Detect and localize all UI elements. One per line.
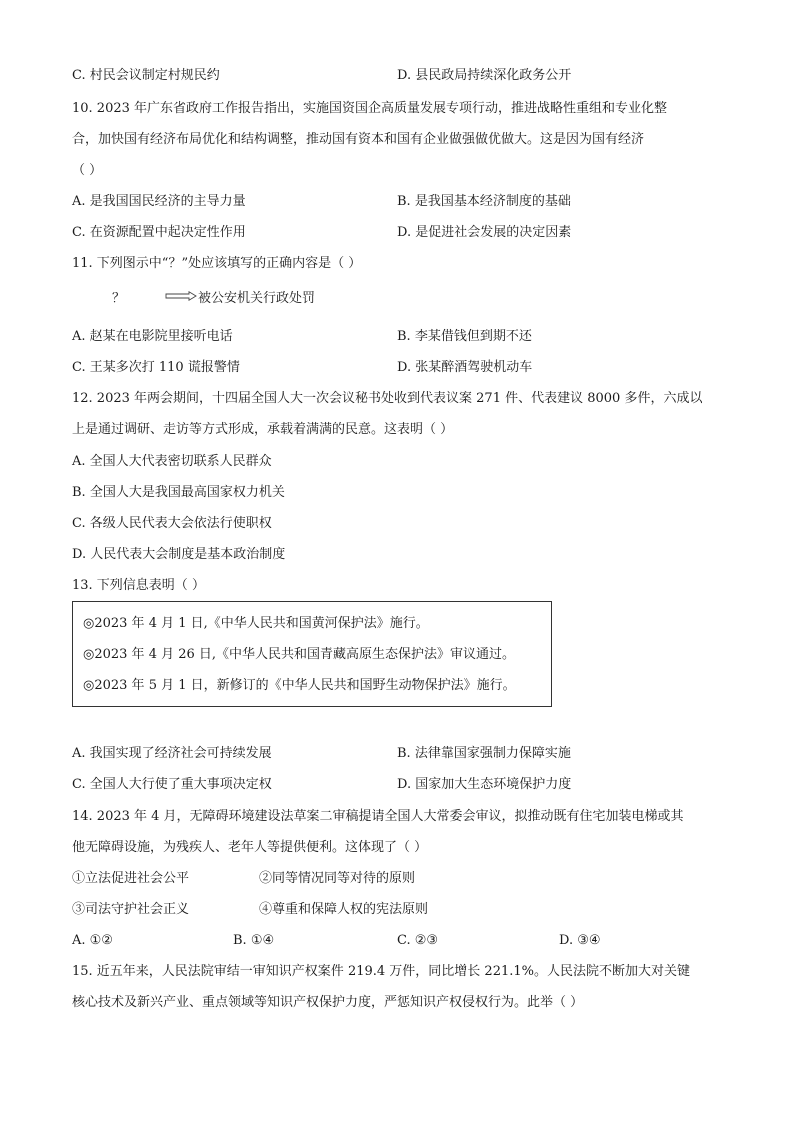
q10-option-c: C. 在资源配置中起决定性作用 [72,225,246,240]
q10-option-d: D. 是促进社会发展的决定因素 [397,225,572,240]
q13-option-a: A. 我国实现了经济社会可持续发展 [72,746,272,761]
q13-stem: 13. 下列信息表明（ ） [72,578,205,593]
q9-option-c: C. 村民会议制定村规民约 [72,68,220,83]
q14-option-a: A. ①② [72,933,113,948]
q14-statement-3: ③司法守护社会正义 [72,902,190,917]
q14-statement-1: ①立法促进社会公平 [72,871,190,886]
q10-stem-line1: 10. 2023 年广东省政府工作报告指出，实施国资国企高质量发展专项行动，推进战略性重组和专业化整 [72,101,668,116]
q13-info-item-1: ◎2023 年 4 月 1 日,《中华人民共和国黄河保护法》施行。 [83,616,429,631]
q11-diagram-text: 被公安机关行政处罚 [198,291,316,306]
q12-stem-line1: 12. 2023 年两会期间，十四届全国人大一次会议秘书处收到代表议案 271 件、代表建议 8000 多件，六成以 [72,391,703,406]
q14-stem-line2: 他无障碍设施，为残疾人、老年人等提供便利。这体现了（ ） [72,840,428,855]
q13-option-b: B. 法律靠国家强制力保障实施 [397,746,571,761]
q12-stem-line2: 上是通过调研、走访等方式形成，承载着满满的民意。这表明（ ） [72,422,454,437]
q10-option-b: B. 是我国基本经济制度的基础 [397,194,571,209]
q13-info-item-2: ◎2023 年 4 月 26 日,《中华人民共和国青藏高原生态保护法》审议通过。 [83,647,516,662]
q11-option-c: C. 王某多次打 110 谎报警情 [72,360,240,375]
q14-option-c: C. ②③ [397,933,439,948]
arrow-right-icon [165,291,197,301]
q14-stem-line1: 14. 2023 年 4 月，无障碍环境建设法草案二审稿提请全国人大常委会审议，拟推动既有住宅加装电梯或其 [72,809,684,824]
q11-diagram-question-mark: ？ [112,291,126,306]
q11-option-d: D. 张某醉酒驾驶机动车 [397,360,533,375]
q14-option-b: B. ①④ [233,933,275,948]
q9-option-d: D. 县民政局持续深化政务公开 [397,68,572,83]
q13-option-d: D. 国家加大生态环境保护力度 [397,777,572,792]
q12-option-d: D. 人民代表大会制度是基本政治制度 [72,547,286,562]
q13-info-box [72,601,552,707]
q12-option-a: A. 全国人大代表密切联系人民群众 [72,454,272,469]
q11-option-b: B. 李某借钱但到期不还 [397,329,532,344]
q15-stem-line1: 15. 近五年来，人民法院审结一审知识产权案件 219.4 万件，同比增长 221.1%。人民法院不断加大对关键 [72,964,690,979]
q10-option-a: A. 是我国国民经济的主导力量 [72,194,246,209]
q10-stem-line3: （ ） [72,163,103,178]
q11-option-a: A. 赵某在电影院里接听电话 [72,329,233,344]
q10-stem-line2: 合，加快国有经济布局优化和结构调整，推动国有资本和国有企业做强做优做大。这是因为国有经济 [72,132,645,147]
q14-statement-4: ④尊重和保障人权的宪法原则 [259,902,429,917]
q14-option-d: D. ③④ [559,933,601,948]
q15-stem-line2: 核心技术及新兴产业、重点领域等知识产权保护力度，严惩知识产权侵权行为。此举（ ） [72,995,584,1010]
q12-option-b: B. 全国人大是我国最高国家权力机关 [72,485,285,500]
q13-option-c: C. 全国人大行使了重大事项决定权 [72,777,272,792]
q13-info-item-3: ◎2023 年 5 月 1 日，新修订的《中华人民共和国野生动物保护法》施行。 [83,678,516,693]
q11-stem: 11. 下列图示中“？”处应该填写的正确内容是（ ） [72,256,362,271]
q14-statement-2: ②同等情况同等对待的原则 [259,871,416,886]
q12-option-c: C. 各级人民代表大会依法行使职权 [72,516,272,531]
